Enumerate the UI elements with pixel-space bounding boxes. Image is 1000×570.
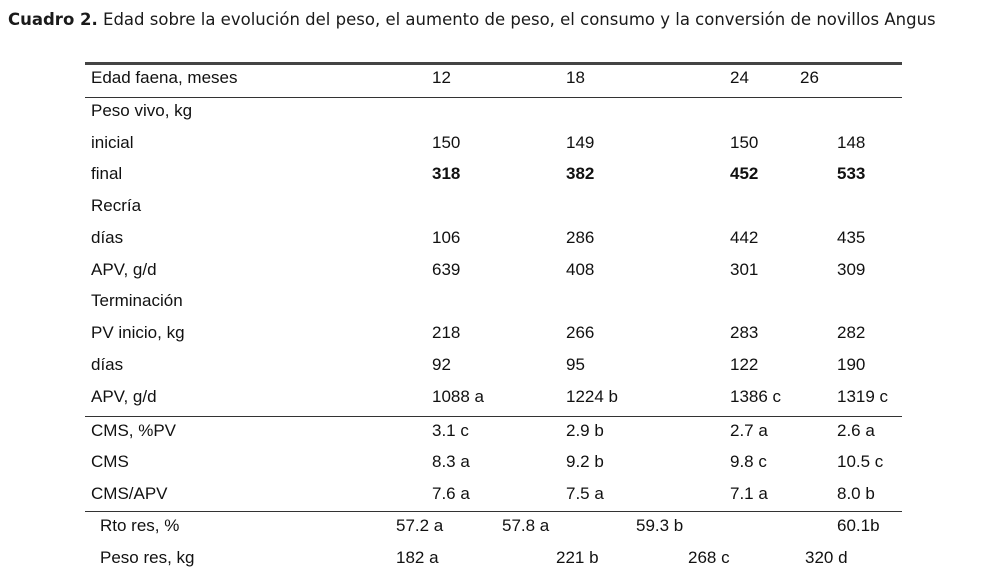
row-label: PV inicio, kg bbox=[91, 323, 185, 342]
table-cell: 1088 a bbox=[432, 387, 484, 406]
table-cell: 1319 c bbox=[837, 387, 889, 406]
table-cell: 92 bbox=[432, 355, 451, 374]
row-label: CMS, %PV bbox=[91, 421, 177, 440]
table-cell: 9.2 b bbox=[566, 452, 604, 471]
table-cell: 2.9 b bbox=[566, 421, 604, 440]
table-top-rule bbox=[85, 62, 902, 65]
table-cell: 150 bbox=[730, 133, 759, 152]
table-cell: 150 bbox=[432, 133, 461, 152]
table-cell: 533 bbox=[837, 164, 866, 183]
table-cell: 149 bbox=[566, 133, 595, 152]
table-caption bbox=[8, 10, 936, 29]
table-cell: 95 bbox=[566, 355, 585, 374]
header-cell: 26 bbox=[800, 68, 819, 87]
table-cell: 218 bbox=[432, 323, 461, 342]
header-cell: 24 bbox=[730, 68, 749, 87]
row-label: CMS/APV bbox=[91, 484, 168, 503]
table-cell: 221 b bbox=[556, 548, 599, 567]
table-cell: 182 a bbox=[396, 548, 439, 567]
row-label: APV, g/d bbox=[91, 260, 157, 279]
row-label: inicial bbox=[91, 133, 134, 152]
table-cell: 286 bbox=[566, 228, 595, 247]
row-label: días bbox=[91, 355, 124, 374]
table-cell: 639 bbox=[432, 260, 461, 279]
section-label: Recría bbox=[91, 196, 142, 215]
table-cell: 9.8 c bbox=[730, 452, 767, 471]
table-cell: 318 bbox=[432, 164, 461, 183]
table-cell: 57.8 a bbox=[502, 516, 550, 535]
table-cell: 106 bbox=[432, 228, 461, 247]
table-cell: 408 bbox=[566, 260, 595, 279]
table-cell: 7.5 a bbox=[566, 484, 604, 503]
caption-text: Edad sobre la evolución del peso, el aumento de peso, el consumo y la conversión de novillos Angus bbox=[97, 10, 936, 29]
row-label: días bbox=[91, 228, 124, 247]
table-cell: 2.7 a bbox=[730, 421, 768, 440]
table-cell: 442 bbox=[730, 228, 759, 247]
table-cell: 309 bbox=[837, 260, 866, 279]
table-cell: 266 bbox=[566, 323, 595, 342]
table-cell: 3.1 c bbox=[432, 421, 469, 440]
row-label: final bbox=[91, 164, 123, 183]
header-label: Edad faena, meses bbox=[91, 68, 238, 87]
table-cell: 2.6 a bbox=[837, 421, 875, 440]
table-cell: 8.0 b bbox=[837, 484, 875, 503]
table-cell: 452 bbox=[730, 164, 759, 183]
table-cell: 122 bbox=[730, 355, 759, 374]
table-cell: 148 bbox=[837, 133, 866, 152]
table-cell: 1386 c bbox=[730, 387, 782, 406]
caption-label: Cuadro 2. bbox=[8, 10, 98, 29]
section-rule bbox=[85, 511, 902, 512]
table-cell: 190 bbox=[837, 355, 866, 374]
table-cell: 7.1 a bbox=[730, 484, 768, 503]
table-cell: 7.6 a bbox=[432, 484, 470, 503]
table-cell: 282 bbox=[837, 323, 866, 342]
row-label: APV, g/d bbox=[91, 387, 157, 406]
row-label: CMS bbox=[91, 452, 129, 471]
section-rule bbox=[85, 416, 902, 417]
table-cell: 1224 b bbox=[566, 387, 618, 406]
table-cell: 8.3 a bbox=[432, 452, 470, 471]
header-cell: 18 bbox=[566, 68, 585, 87]
table-cell: 59.3 b bbox=[636, 516, 684, 535]
table-cell: 10.5 c bbox=[837, 452, 884, 471]
table-cell: 60.1b bbox=[837, 516, 880, 535]
table-cell: 382 bbox=[566, 164, 595, 183]
header-cell: 12 bbox=[432, 68, 451, 87]
table-cell: 320 d bbox=[805, 548, 848, 567]
section-label: Terminación bbox=[91, 291, 183, 310]
table-cell: 301 bbox=[730, 260, 759, 279]
row-label: Peso res, kg bbox=[100, 548, 195, 567]
table-cell: 283 bbox=[730, 323, 759, 342]
header-bottom-rule bbox=[85, 97, 902, 98]
table-cell: 57.2 a bbox=[396, 516, 444, 535]
table-cell: 268 c bbox=[688, 548, 730, 567]
section-label: Peso vivo, kg bbox=[91, 101, 193, 120]
row-label: Rto res, % bbox=[100, 516, 180, 535]
table-cell: 435 bbox=[837, 228, 866, 247]
